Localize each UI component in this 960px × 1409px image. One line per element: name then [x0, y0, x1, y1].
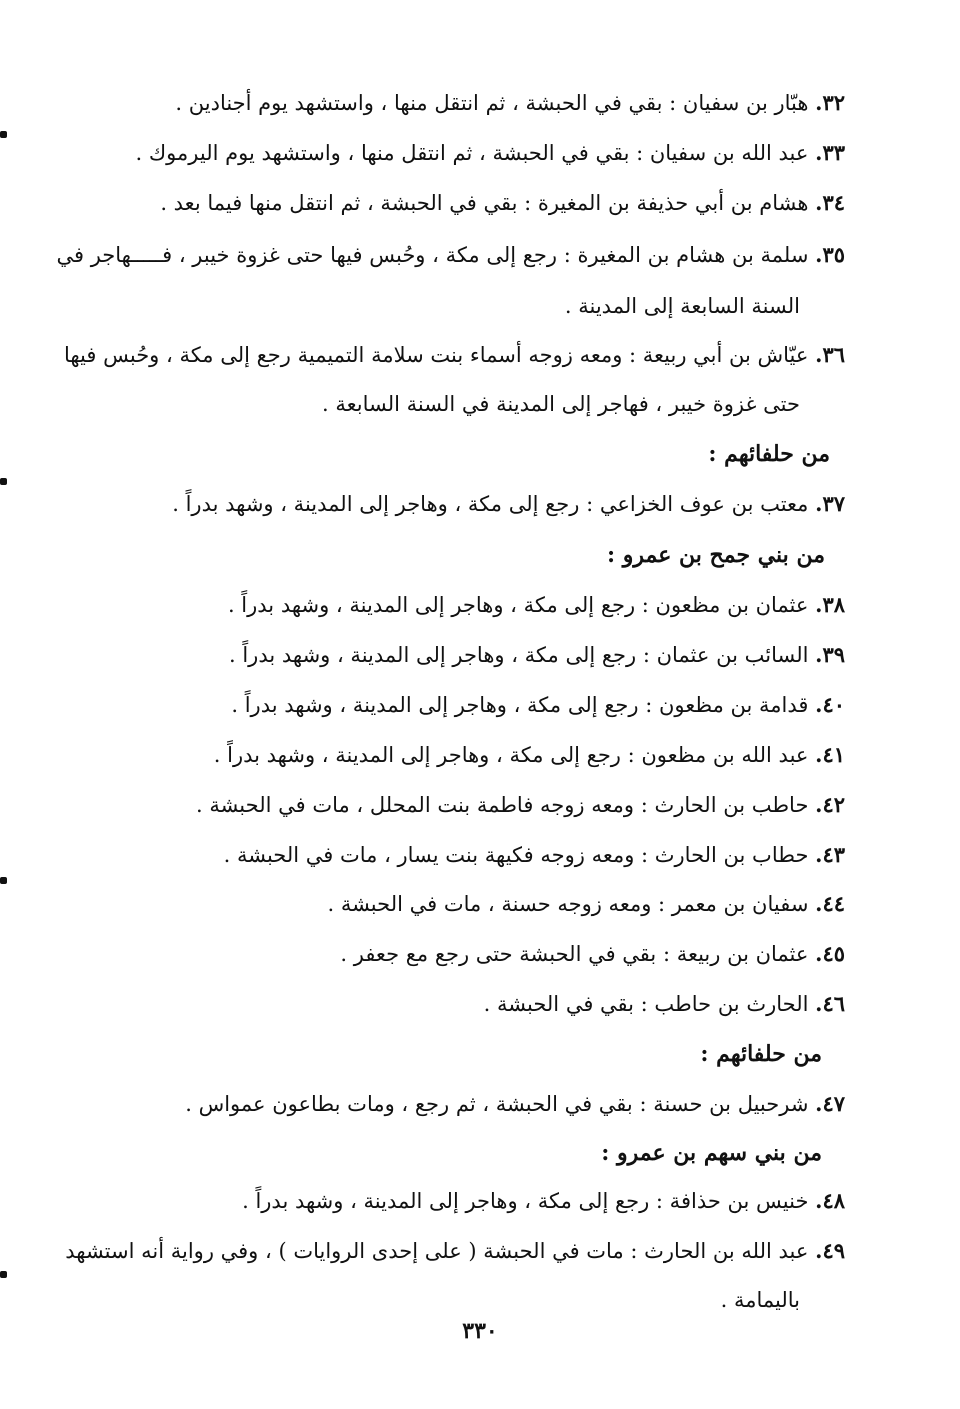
- entry-text: هشام بن أبي حذيفة بن المغيرة : بقي في الحبشة ، ثم انتقل منها فيما بعد .: [160, 191, 809, 215]
- margin-mark: [0, 478, 7, 485]
- entry-36: [64, 340, 845, 370]
- entry-32: [175, 88, 845, 118]
- entry-text: عيّاش بن أبي ربيعة : ومعه زوجه أسماء بنت سلامة التميمية رجع إلى مكة ، وحُبس فيها: [63, 343, 809, 367]
- entry-text: السائب بن عثمان : رجع إلى مكة ، وهاجر إلى المدينة ، وشهد بدراً .: [229, 643, 809, 667]
- section-heading: من بني جمح بن عمرو :: [606, 542, 825, 568]
- entry-number: ٤٩.: [815, 1238, 845, 1263]
- entry-number: ٣٥.: [815, 242, 845, 267]
- entry-text: عثمان بن ربيعة : بقي في الحبشة حتى رجع مع جعفر .: [340, 942, 809, 966]
- entry-number: ٣٤.: [815, 190, 845, 215]
- entry-34: [160, 188, 845, 218]
- entry-text: معتب بن عوف الخزاعي : رجع إلى مكة ، وهاجر إلى المدينة ، وشهد بدراً .: [172, 492, 809, 516]
- entry-number: ٤٥.: [815, 941, 845, 966]
- entry-text: شرحبيل بن حسنة : بقي في الحبشة ، ثم رجع ، ومات بطاعون عمواس .: [185, 1092, 809, 1116]
- entry-46: [484, 989, 845, 1019]
- entry-35-continuation: السنة السابعة إلى المدينة .: [564, 294, 800, 318]
- entry-number: ٤٧.: [815, 1091, 845, 1116]
- entry-text: حطاب بن الحارث : ومعه زوجه فكيهة بنت يسار ، مات في الحبشة .: [223, 843, 809, 867]
- entry-36-continuation: حتى غزوة خيبر ، فهاجر إلى المدينة في السنة السابعة .: [322, 392, 800, 416]
- entry-49: [65, 1236, 845, 1266]
- margin-mark: [0, 1271, 7, 1278]
- entry-text: سلمة بن هشام بن المغيرة : رجع إلى مكة ، وحُبس فيها حتى غزوة خيبر ، فـــــهاجر في: [56, 243, 809, 267]
- entry-37: [172, 489, 845, 519]
- margin-mark: [0, 877, 7, 884]
- entry-text: قدامة بن مظعون : رجع إلى مكة ، وهاجر إلى المدينة ، وشهد بدراً .: [231, 693, 809, 717]
- entry-number: ٣٦.: [815, 342, 845, 367]
- entry-text: عثمان بن مظعون : رجع إلى مكة ، وهاجر إلى المدينة ، وشهد بدراً .: [227, 593, 809, 617]
- entry-number: ٤٠.: [815, 692, 845, 717]
- page-number: ٣٣٠: [462, 1318, 498, 1344]
- entry-43: [224, 840, 845, 870]
- entry-text: خنيس بن حذافة : رجع إلى مكة ، وهاجر إلى المدينة ، وشهد بدراً .: [242, 1189, 809, 1213]
- entry-number: ٤٦.: [815, 991, 845, 1016]
- entry-38: [228, 590, 845, 620]
- entry-number: ٤٨.: [815, 1188, 845, 1213]
- section-heading: من حلفائهم :: [700, 1041, 822, 1067]
- entry-number: ٣٣.: [815, 140, 845, 165]
- entry-text: حاطب بن الحارث : ومعه زوجه فاطمة بنت المحلل ، مات في الحبشة .: [195, 793, 809, 817]
- section-heading: من حلفائهم :: [708, 441, 830, 467]
- entry-text: عبد الله بن الحارث : مات في الحبشة ( على إحدى الروايات ) ، وفي رواية أنه استشهد: [65, 1239, 809, 1263]
- entry-number: ٣٧.: [815, 491, 845, 516]
- entry-45: [340, 939, 845, 969]
- entry-42: [196, 790, 845, 820]
- entry-35: [56, 240, 845, 270]
- entry-text: هبّار بن سفيان : بقي في الحبشة ، ثم انتقل منها ، واستشهد يوم أجنادين .: [175, 91, 809, 115]
- entry-number: ٤٢.: [815, 792, 845, 817]
- margin-mark: [0, 131, 7, 138]
- entry-49-continuation: باليمامة .: [720, 1288, 800, 1312]
- entry-44: [327, 889, 845, 919]
- entry-text: عبد الله بن سفيان : بقي في الحبشة ، ثم انتقل منها ، واستشهد يوم اليرموك .: [135, 141, 809, 165]
- entry-39: [229, 640, 845, 670]
- entry-47: [185, 1089, 845, 1119]
- entry-text: سفيان بن معمر : ومعه زوجه حسنة ، مات في الحبشة .: [327, 892, 809, 916]
- entry-number: ٣٢.: [815, 90, 845, 115]
- entry-33: [136, 138, 845, 168]
- entry-number: ٣٩.: [815, 642, 845, 667]
- entry-48: [242, 1186, 845, 1216]
- entry-number: ٤٤.: [815, 891, 845, 916]
- entry-text: عبد الله بن مظعون : رجع إلى مكة ، وهاجر إلى المدينة ، وشهد بدراً .: [213, 743, 809, 767]
- section-heading: من بني سهم بن عمرو :: [601, 1140, 822, 1166]
- entry-number: ٣٨.: [815, 592, 845, 617]
- entry-40: [231, 690, 845, 720]
- entry-text: الحارث بن حاطب : بقي في الحبشة .: [483, 992, 809, 1016]
- entry-number: ٤٣.: [815, 842, 845, 867]
- entry-number: ٤١.: [815, 742, 845, 767]
- entry-41: [214, 740, 845, 770]
